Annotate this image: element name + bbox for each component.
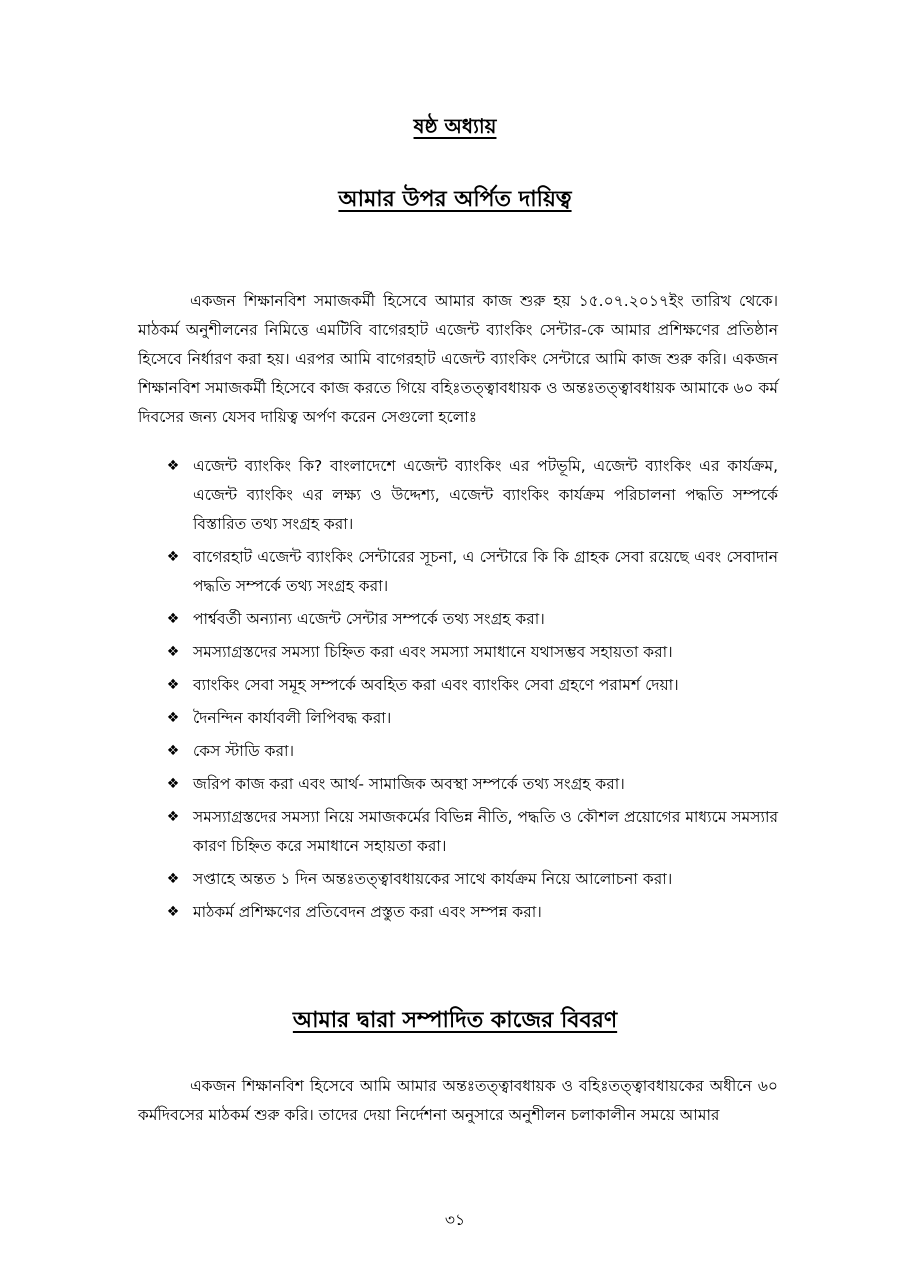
list-item	[163, 638, 778, 667]
diamond-bullet-icon: ❖	[166, 743, 180, 759]
list-item	[163, 770, 778, 799]
duty-text: ব্যাংকিং সেবা সমূহ সম্পর্কে অবহিত করা এবং ব্যাংকিং সেবা গ্রহণে পরামর্শ দেয়া।	[193, 676, 679, 694]
chapter-heading: ষষ্ঠ অধ্যায়	[413, 114, 497, 138]
work-paragraph: একজন শিক্ষানবিশ হিসেবে আমি আমার অন্তঃতত্ত্বাবধায়ক ও বহিঃতত্ত্বাবধায়কের অধীনে ৬০ কর্মদিবসের মাঠকর্ম শুরু করি। তাদের দেয়া নির্দেশনা অনুসারে অনুশীলন চলাকালীন সময়ে আমার	[138, 1077, 778, 1124]
duty-text: মাঠকর্ম প্রশিক্ষণের প্রতিবেদন প্রস্তুত করা এবং সম্পন্ন করা।	[193, 903, 542, 921]
diamond-bullet-icon: ❖	[166, 644, 180, 660]
section-title-work-description: আমার দ্বারা সম্পাদিত কাজের বিবরণ	[292, 1008, 618, 1033]
list-item	[163, 605, 778, 634]
diamond-bullet-icon: ❖	[166, 710, 180, 726]
duty-text: পার্শ্ববর্তী অন্যান্য এজেন্ট সেন্টার সম্পর্কে তথ্য সংগ্রহ করা।	[193, 610, 545, 628]
list-item	[163, 671, 778, 700]
list-item	[163, 865, 778, 894]
duty-text: জরিপ কাজ করা এবং আর্থ- সামাজিক অবস্থা সম্পর্কে তথ্য সংগ্রহ করা।	[193, 775, 625, 793]
duty-text: বাগেরহাট এজেন্ট ব্যাংকিং সেন্টারের সূচনা, এ সেন্টারে কি কি গ্রাহক সেবা রয়েছে এবং সেবাদান পদ্ধতি সম্পর্কে তথ্য সংগ্রহ করা।	[193, 548, 778, 595]
list-item	[163, 704, 778, 733]
section-title-duties: আমার উপর অর্পিত দায়িত্ব	[338, 187, 572, 212]
list-item	[163, 737, 778, 766]
duties-list	[163, 452, 778, 931]
list-item	[163, 543, 778, 601]
duty-text: সমস্যাগ্রস্তদের সমস্যা নিয়ে সমাজকর্মের বিভিন্ন নীতি, পদ্ধতি ও কৌশল প্রয়োগের মাধ্যমে সমস্যার কারণ চিহ্নিত করে সমাধানে সহায়তা করা।	[193, 808, 778, 855]
diamond-bullet-icon: ❖	[166, 549, 180, 565]
diamond-bullet-icon: ❖	[166, 809, 180, 825]
intro-paragraph: একজন শিক্ষানবিশ সমাজকর্মী হিসেবে আমার কাজ শুরু হয় ১৫.০৭.২০১৭ইং তারিখ থেকে। মাঠকর্ম অনুশীলনের নিমিত্তে এমটিবি বাগেরহাট এজেন্ট ব্যাংকিং সেন্টার-কে আমার প্রশিক্ষণের প্রতিষ্ঠান হিসেবে নির্ধারণ করা হয়। এরপর আমি বাগেরহাট এজেন্ট ব্যাংকিং সেন্টারে আমি কাজ শুরু করি। একজন শিক্ষানবিশ সমাজকর্মী হিসেবে কাজ করতে গিয়ে বহিঃতত্ত্বাবধায়ক ও অন্তঃতত্ত্বাবধায়ক আমাকে ৬০ কর্ম দিবসের জন্য যেসব দায়িত্ব অর্পণ করেন সেগুলো হলোঃ	[138, 292, 778, 426]
duty-text: এজেন্ট ব্যাংকিং কি? বাংলাদেশে এজেন্ট ব্যাংকিং এর পটভূমি, এজেন্ট ব্যাংকিং এর কার্যক্রম, এজেন্ট ব্যাংকিং এর লক্ষ্য ও উদ্দেশ্য, এজেন্ট ব্যাংকিং কার্যক্রম পরিচালনা পদ্ধতি সম্পর্কে বিস্তারিত তথ্য সংগ্রহ করা।	[193, 457, 778, 533]
diamond-bullet-icon: ❖	[166, 677, 180, 693]
diamond-bullet-icon: ❖	[166, 871, 180, 887]
page-number: ৩১	[444, 1211, 466, 1229]
duty-text: কেস স্টাডি করা।	[193, 742, 295, 760]
diamond-bullet-icon: ❖	[166, 611, 180, 627]
list-item	[163, 803, 778, 861]
diamond-bullet-icon: ❖	[166, 776, 180, 792]
duty-text: সমস্যাগ্রস্তদের সমস্যা চিহ্নিত করা এবং সমস্যা সমাধানে যথাসম্ভব সহায়তা করা।	[193, 643, 673, 661]
list-item	[163, 898, 778, 927]
duty-text: সপ্তাহে অন্তত ১ দিন অন্তঃতত্ত্বাবধায়কের সাথে কার্যক্রম নিয়ে আলোচনা করা।	[193, 870, 673, 888]
diamond-bullet-icon: ❖	[166, 904, 180, 920]
duty-text: দৈনন্দিন কার্যাবলী লিপিবদ্ধ করা।	[193, 709, 392, 727]
diamond-bullet-icon: ❖	[166, 458, 180, 474]
list-item	[163, 452, 778, 539]
